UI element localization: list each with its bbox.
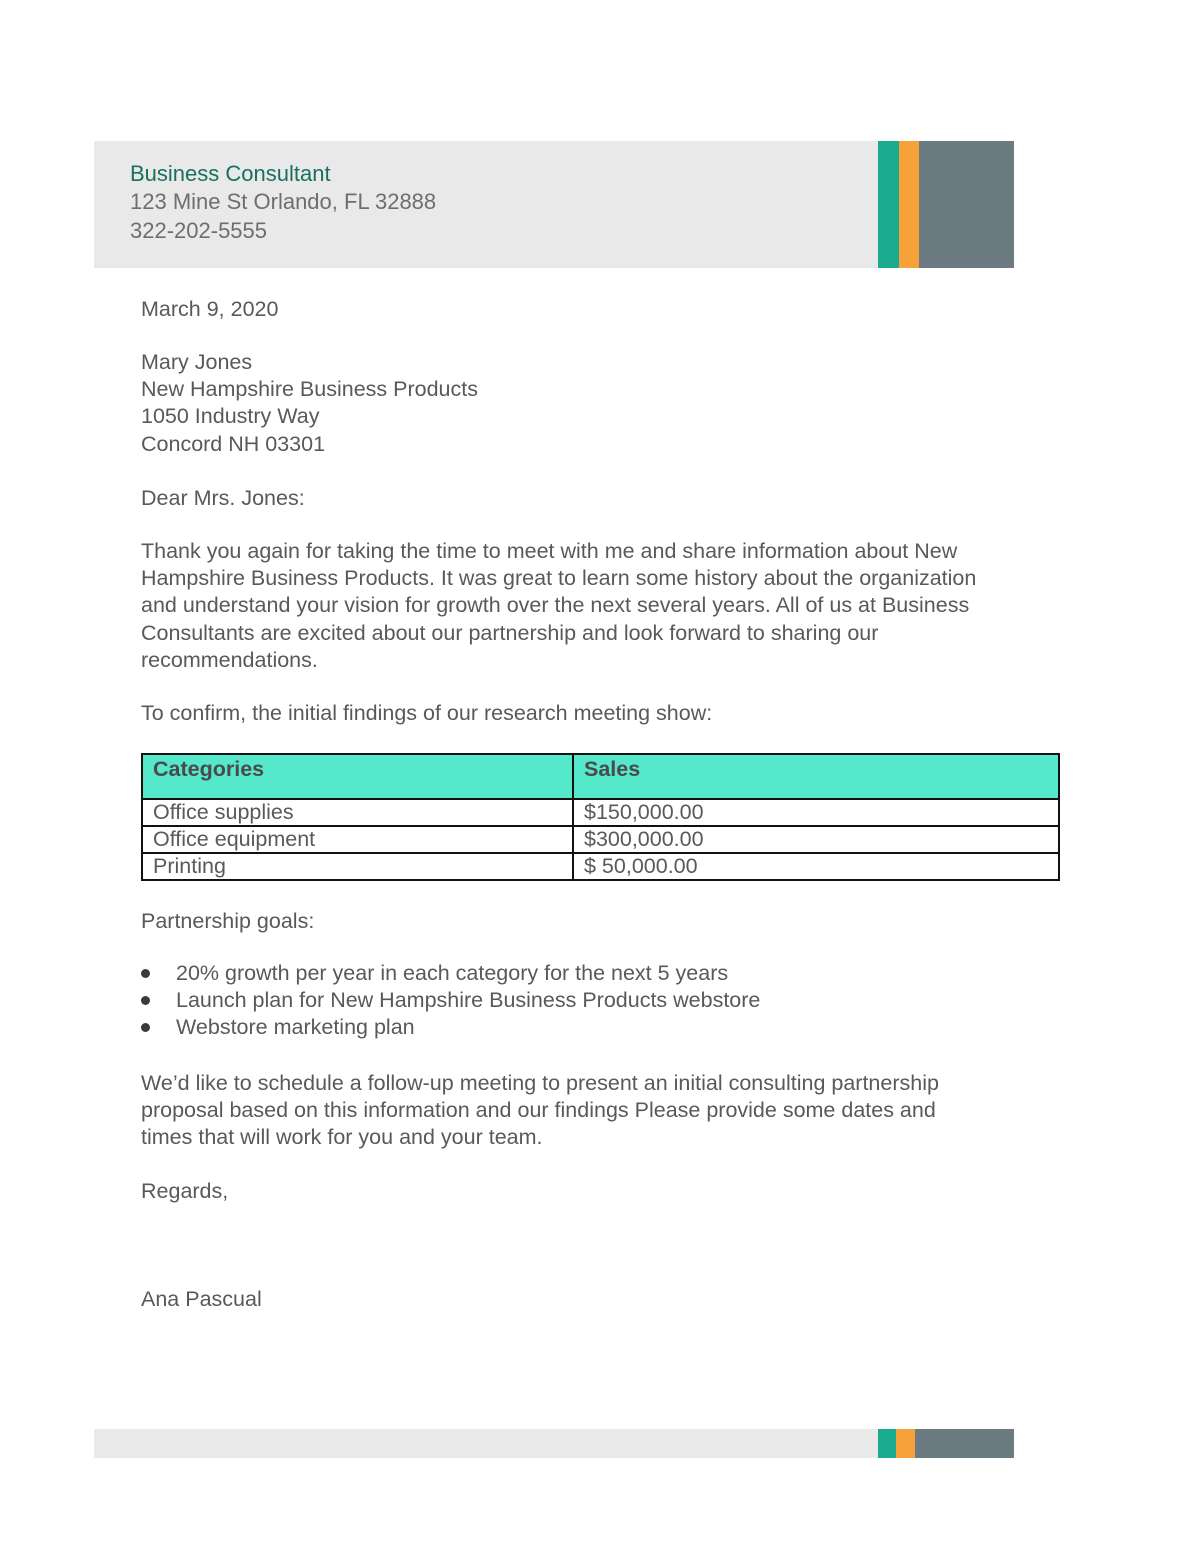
header-teal-stripe: [878, 141, 899, 268]
goals-heading: Partnership goals:: [141, 909, 315, 933]
sender-address: 123 Mine St Orlando, FL 32888: [130, 189, 437, 214]
followup-paragraph: [141, 1070, 1061, 1152]
footer-orange-stripe: [896, 1429, 915, 1458]
recipient-street: 1050 Industry Way: [141, 404, 320, 429]
goals-list: [141, 960, 760, 1042]
list-item: [141, 987, 760, 1014]
footer-band: [94, 1429, 878, 1458]
findings-intro: To confirm, the initial findings of our research meeting show:: [141, 701, 713, 725]
table-cell-sales: $150,000.00: [573, 799, 1059, 826]
goal-text: Webstore marketing plan: [176, 1015, 415, 1040]
header-slate-block: [919, 141, 1014, 268]
table-row: [142, 826, 1059, 853]
salutation: Dear Mrs. Jones:: [141, 486, 305, 510]
bullet-icon: [141, 1023, 150, 1032]
table-row: [142, 853, 1059, 880]
recipient-block: [141, 349, 1061, 458]
recipient-city: Concord NH 03301: [141, 431, 326, 456]
followup-line: times that will work for you and your team.: [141, 1125, 543, 1150]
table-cell-sales: $300,000.00: [573, 826, 1059, 853]
list-item: [141, 960, 760, 987]
intro-line: recommendations.: [141, 647, 318, 672]
sender-title: Business Consultant: [130, 161, 331, 186]
intro-paragraph: [141, 538, 1061, 674]
intro-line: Consultants are excited about our partnership and look forward to sharing our: [141, 620, 879, 645]
signature: Ana Pascual: [141, 1287, 262, 1311]
table-cell-sales: $ 50,000.00: [573, 853, 1059, 880]
goal-text: 20% growth per year in each category for the next 5 years: [176, 961, 729, 985]
recipient-company: New Hampshire Business Products: [141, 377, 478, 402]
table-cell-category: Printing: [142, 853, 573, 880]
footer-slate-block: [915, 1429, 1014, 1458]
followup-line: We’d like to schedule a follow-up meeting to present an initial consulting partnership: [141, 1071, 939, 1095]
intro-line: Thank you again for taking the time to meet with me and share information about New: [141, 539, 958, 563]
table-cell-category: Office equipment: [142, 826, 573, 853]
letter-date: March 9, 2020: [141, 297, 279, 321]
recipient-name: Mary Jones: [141, 350, 253, 374]
sales-table: [141, 753, 1060, 881]
list-item: [141, 1014, 760, 1041]
intro-line: Hampshire Business Products. It was great to learn some history about the organization: [141, 566, 977, 591]
bullet-icon: [141, 969, 150, 978]
header-orange-stripe: [899, 141, 919, 268]
bullet-icon: [141, 996, 150, 1005]
followup-line: proposal based on this information and our findings Please provide some dates and: [141, 1098, 936, 1123]
sender-phone: 322-202-5555: [130, 218, 268, 243]
table-header-sales: Sales: [573, 754, 1059, 799]
table-header-categories: Categories: [142, 754, 573, 799]
intro-line: and understand your vision for growth over the next several years. All of us at Business: [141, 593, 970, 618]
goal-text: Launch plan for New Hampshire Business Products webstore: [176, 988, 761, 1013]
footer-teal-stripe: [878, 1429, 896, 1458]
table-row: [142, 799, 1059, 826]
closing: Regards,: [141, 1179, 229, 1203]
table-cell-category: Office supplies: [142, 799, 573, 826]
table-header-row: [142, 754, 1059, 799]
